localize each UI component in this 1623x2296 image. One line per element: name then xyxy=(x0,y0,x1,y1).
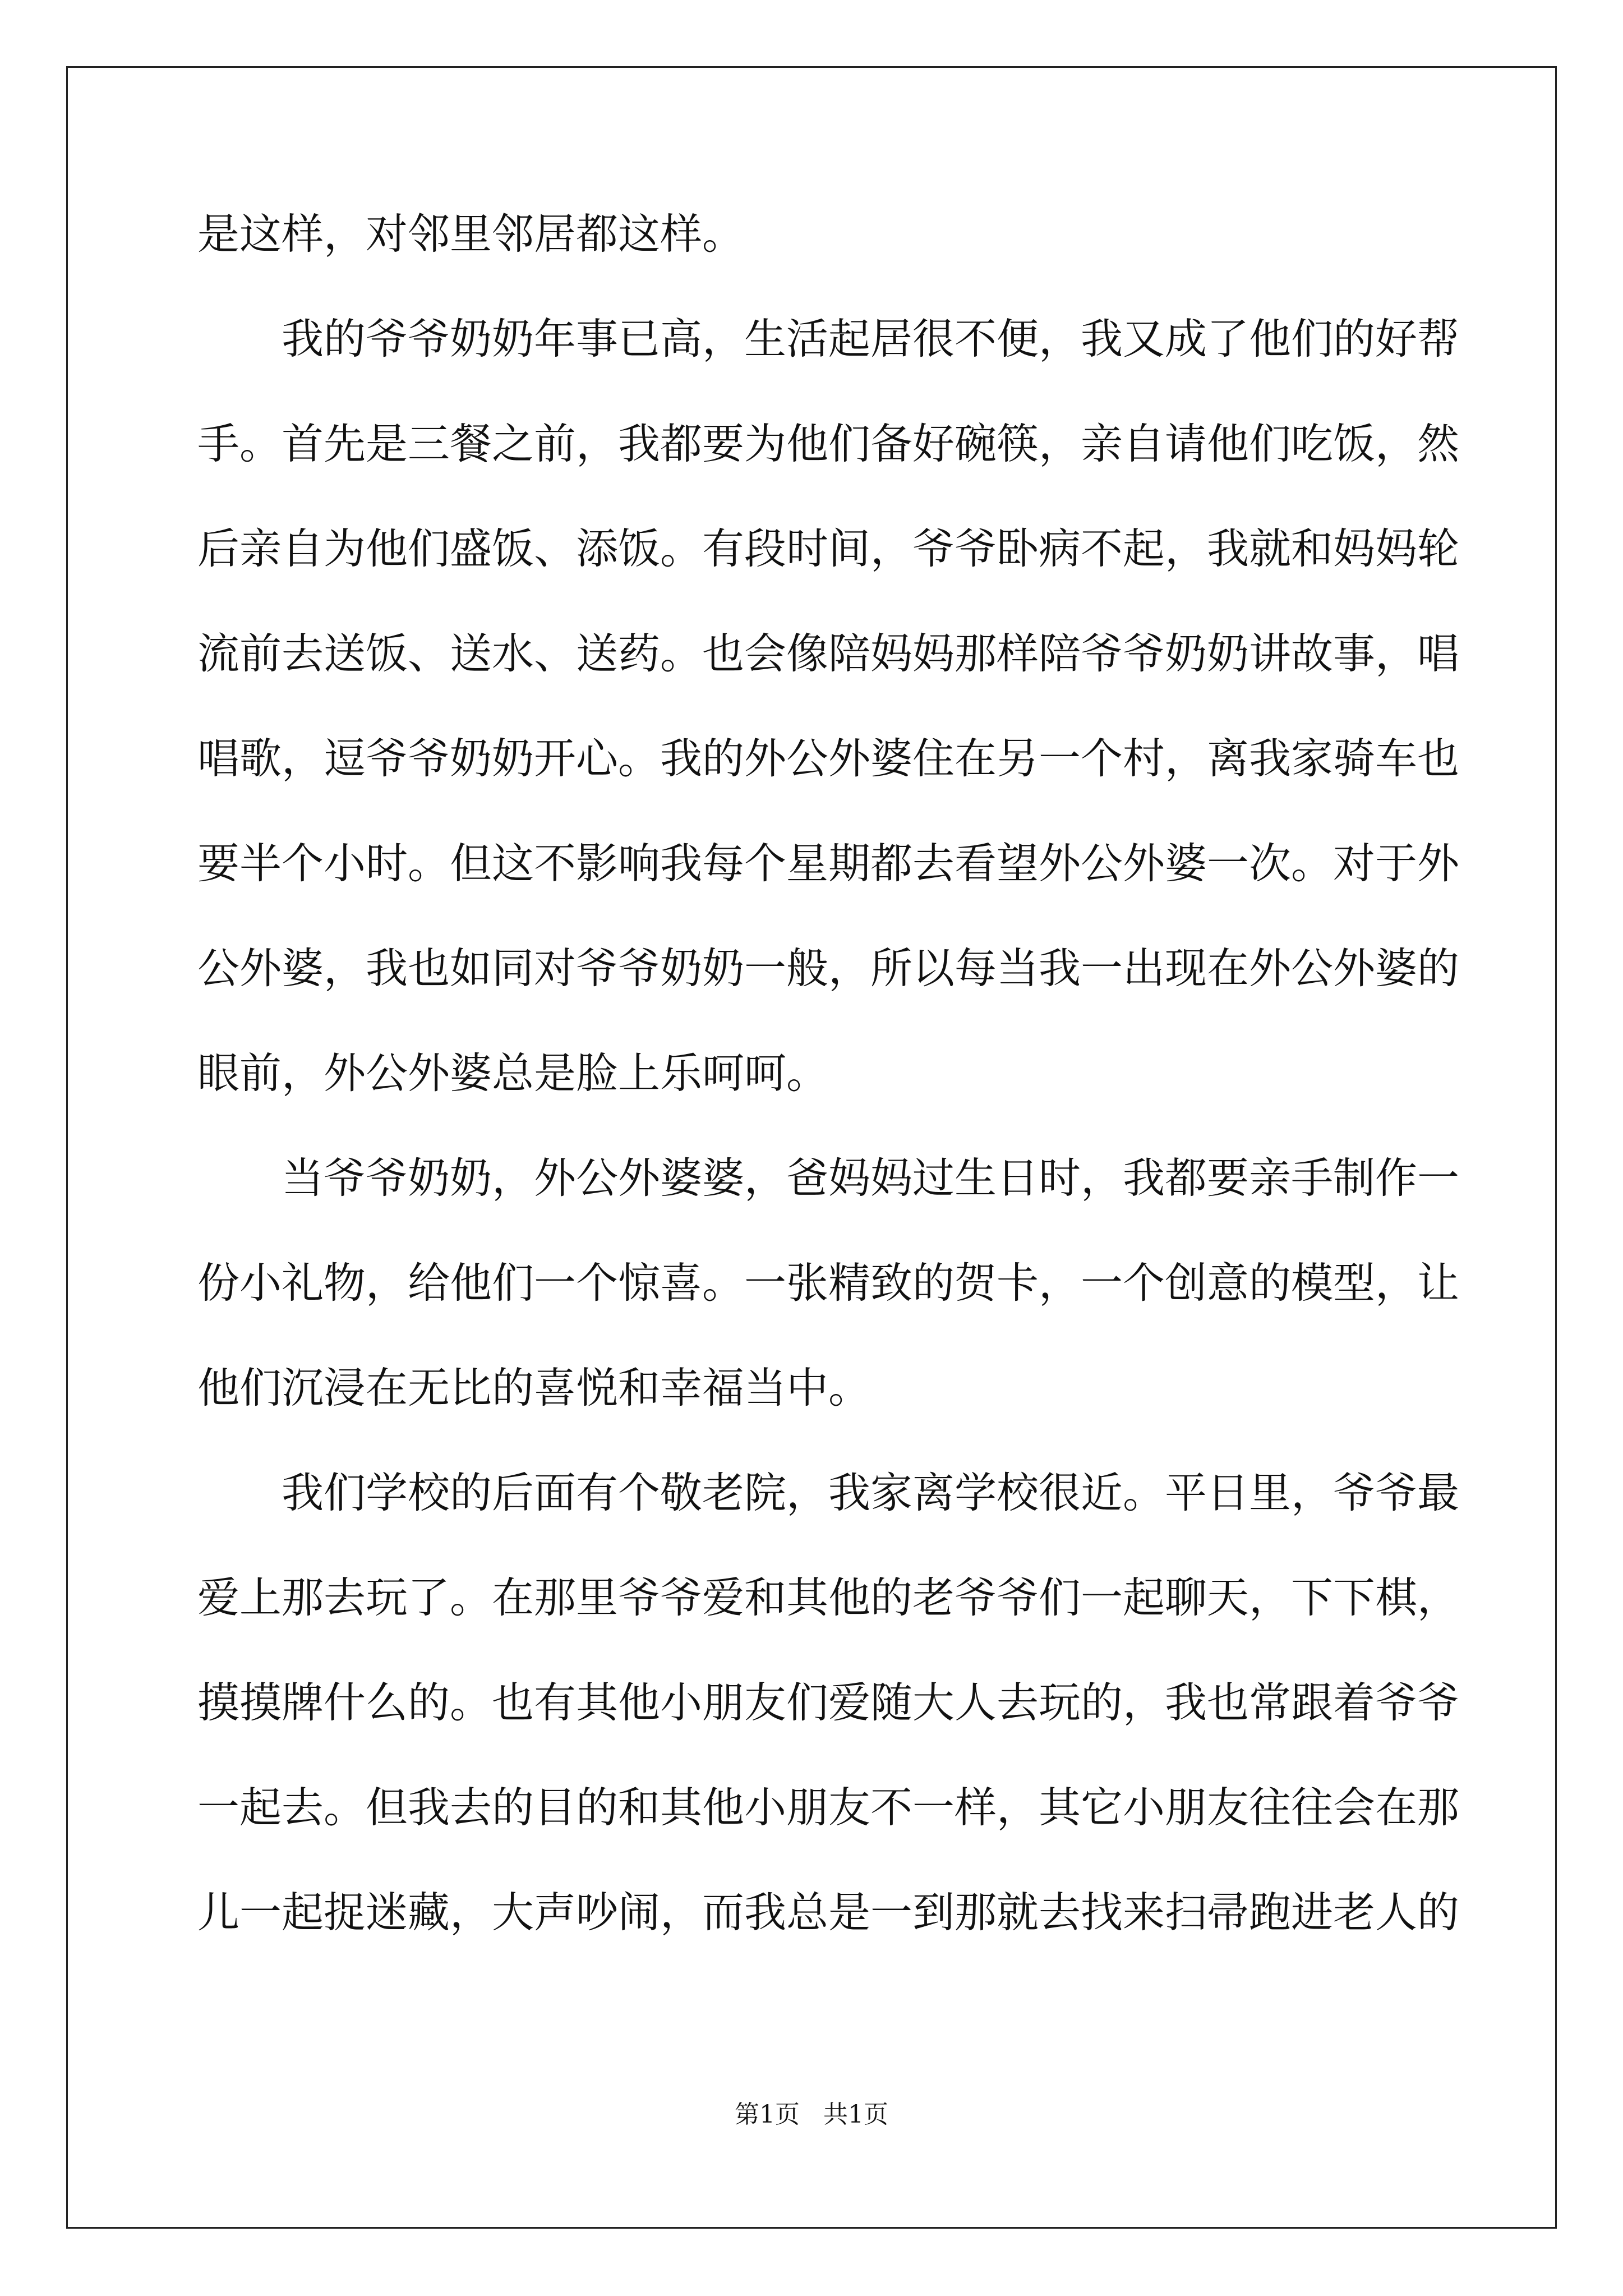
text-line: 摸摸牌什么的。也有其他小朋友们爱随大人去玩的，我也常跟着爷爷 xyxy=(197,1678,1460,1727)
page-number-total: 共1页 xyxy=(823,2100,888,2129)
document-body xyxy=(197,208,1460,1991)
page-number-current: 第1页 xyxy=(735,2100,800,2129)
text-line: 份小礼物，给他们一个惊喜。一张精致的贺卡，一个创意的模型，让 xyxy=(197,1258,1460,1308)
text-line: 爱上那去玩了。在那里爷爷爱和其他的老爷爷们一起聊天，下下棋， xyxy=(197,1573,1460,1622)
text-line: 唱歌，逗爷爷奶奶开心。我的外公外婆住在另一个村，离我家骑车也 xyxy=(197,734,1460,783)
text-line: 流前去送饭、送水、送药。也会像陪妈妈那样陪爷爷奶奶讲故事，唱 xyxy=(197,629,1460,678)
page-footer xyxy=(0,2098,1623,2132)
text-line: 我的爷爷奶奶年事已高，生活起居很不便，我又成了他们的好帮 xyxy=(282,314,1460,364)
text-line: 是这样，对邻里邻居都这样。 xyxy=(197,209,745,259)
text-line: 要半个小时。但这不影响我每个星期都去看望外公外婆一次。对于外 xyxy=(197,839,1460,888)
text-line: 当爷爷奶奶，外公外婆婆，爸妈妈过生日时，我都要亲手制作一 xyxy=(282,1153,1460,1203)
text-line: 手。首先是三餐之前，我都要为他们备好碗筷，亲自请他们吃饭，然 xyxy=(197,419,1460,468)
text-line: 一起去。但我去的目的和其他小朋友不一样，其它小朋友往往会在那 xyxy=(197,1783,1460,1832)
text-line: 后亲自为他们盛饭、添饭。有段时间，爷爷卧病不起，我就和妈妈轮 xyxy=(197,524,1460,573)
text-line: 他们沉浸在无比的喜悦和幸福当中。 xyxy=(197,1363,871,1412)
text-line: 公外婆，我也如同对爷爷奶奶一般，所以每当我一出现在外公外婆的 xyxy=(197,944,1460,993)
text-line: 我们学校的后面有个敬老院，我家离学校很近。平日里，爷爷最 xyxy=(282,1468,1460,1517)
text-line: 儿一起捉迷藏，大声吵闹，而我总是一到那就去找来扫帚跑进老人的 xyxy=(197,1888,1460,1937)
text-line: 眼前，外公外婆总是脸上乐呵呵。 xyxy=(197,1048,829,1098)
